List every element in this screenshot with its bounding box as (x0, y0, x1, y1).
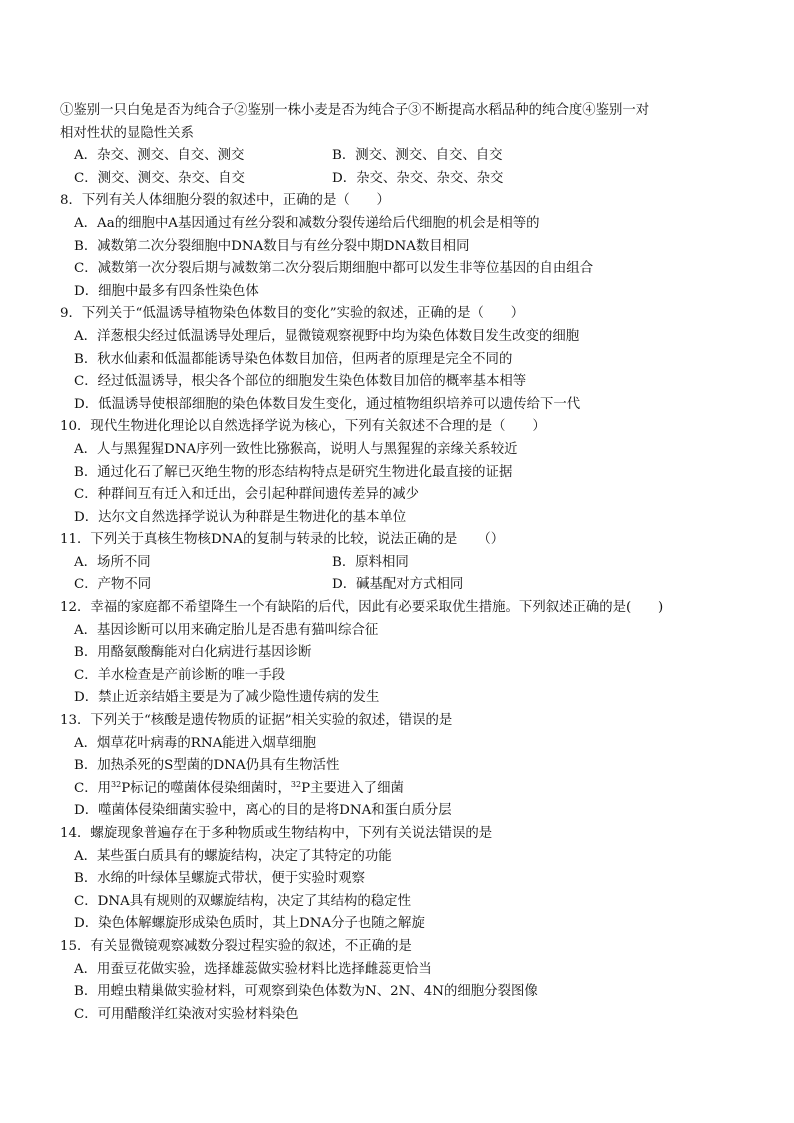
option-d: D．杂交、杂交、杂交、杂交 (332, 170, 504, 186)
option-d: D．碱基配对方式相同 (332, 577, 464, 593)
option-a: A．场所不同 (74, 554, 151, 570)
question-11 (60, 529, 724, 597)
option-b: B．测交、测交、自交、自交 (332, 148, 503, 164)
isotope-superscript: 32 (111, 779, 122, 789)
option-c: C．羊水检查是产前诊断的唯一手段 (74, 667, 286, 683)
question-stem: ①鉴别一只白兔是否为纯合子②鉴别一株小麦是否为纯合子③不断提高水稻品种的纯合度④鉴别一对 (60, 103, 650, 118)
question-stem: 12．幸福的家庭都不希望降生一个有缺陷的后代，因此有必要采取优生措施。下列叙述正确的是( ) (60, 600, 664, 616)
option-d: D．细胞中最多有四条性染色体 (74, 283, 259, 299)
option-c: C．减数第一次分裂后期与减数第二次分裂后期细胞中都可以发生非等位基因的自由组合 (74, 261, 594, 277)
option-d: D．染色体解螺旋形成染色质时，其上DNA分子也随之解旋 (74, 916, 425, 932)
option-b: B．用蝗虫精巢做实验材料，可观察到染色体数为N、2N、4N的细胞分裂图像 (74, 984, 538, 1000)
option-a: A．基因诊断可以用来确定胎儿是否患有猫叫综合征 (74, 622, 379, 638)
option-c: C．测交、测交、杂交、自交 (74, 170, 245, 186)
question-15 (60, 936, 724, 1026)
question-8 (60, 190, 724, 303)
option-b: B．用酪氨酸酶能对白化病进行基因诊断 (74, 645, 312, 661)
option-a: A．烟草花叶病毒的RNA能进入烟草细胞 (74, 735, 316, 751)
option-c: C．可用醋酸洋红染液对实验材料染色 (74, 1006, 299, 1022)
question-10 (60, 416, 724, 529)
isotope-superscript: 32 (290, 779, 302, 789)
option-c: C．DNA具有规则的双螺旋结构，决定了其结构的稳定性 (74, 893, 411, 909)
question-stem: 9．下列关于“低温诱导植物染色体数目的变化”实验的叙述，正确的是（ ） (60, 306, 525, 322)
question-stem: 15．有关显微镜观察减数分裂过程实验的叙述，不正确的是 (60, 938, 412, 954)
option-a: A．Aa的细胞中A基因通过有丝分裂和减数分裂传递给后代细胞的机会是相等的 (74, 215, 540, 231)
question-9 (60, 303, 724, 416)
option-d: D．噬菌体侵染细菌实验中，离心的目的是将DNA和蛋白质分层 (74, 803, 452, 819)
option-d: D．低温诱导使根部细胞的染色体数目发生变化，通过植物组织培养可以遗传给下一代 (74, 396, 581, 412)
question-14 (60, 823, 724, 936)
question-stem: 8．下列有关人体细胞分裂的叙述中，正确的是（ ） (60, 193, 390, 209)
option-b: B．通过化石了解已灭绝生物的形态结构特点是研究生物进化最直接的证据 (74, 464, 513, 480)
option-c-part: P主要进入了细菌 (301, 780, 404, 796)
option-d: D．禁止近亲结婚主要是为了减少隐性遗传病的发生 (74, 690, 380, 706)
question-12 (60, 597, 724, 710)
question-13 (60, 710, 724, 823)
option-b: B．加热杀死的S型菌的DNA仍具有生物活性 (74, 758, 340, 774)
option-b: B．秋水仙素和低温都能诱导染色体数目加倍，但两者的原理是完全不同的 (74, 351, 513, 367)
option-a: A．杂交、测交、自交、测交 (74, 148, 245, 164)
option-c (60, 778, 724, 801)
option-c-part: C．用 (74, 780, 112, 796)
option-c: C．种群间互有迁入和迁出，会引起种群间遗传差异的减少 (74, 487, 420, 503)
option-c: C．产物不同 (74, 577, 152, 593)
option-b: B．水绵的叶绿体呈螺旋式带状，便于实验时观察 (74, 871, 366, 887)
option-c: C．经过低温诱导，根尖各个部位的细胞发生染色体数目加倍的概率基本相等 (74, 374, 527, 390)
option-a: A．某些蛋白质具有的螺旋结构，决定了其特定的功能 (74, 848, 392, 864)
option-b: B．原料相同 (332, 554, 409, 570)
question-stem: 10．现代生物进化理论以自然选择学说为核心，下列有关叙述不合理的是（ ） (60, 419, 546, 435)
option-c-part: P标记的噬菌体侵染细菌时， (121, 780, 291, 796)
question-7 (60, 100, 724, 190)
question-stem: 13．下列关于“核酸是遗传物质的证据”相关实验的叙述，错误的是 (60, 713, 453, 729)
question-stem-continued: 相对性状的显隐性关系 (60, 125, 194, 141)
option-b: B．减数第二次分裂细胞中DNA数目与有丝分裂中期DNA数目相同 (74, 238, 470, 254)
question-stem: 14．螺旋现象普遍存在于多种物质或生物结构中，下列有关说法错误的是 (60, 826, 493, 841)
option-a: A．人与黑猩猩DNA序列一致性比猕猴高，说明人与黑猩猩的亲缘关系较近 (74, 441, 518, 457)
option-a: A．用蚕豆花做实验，选择雄蕊做实验材料比选择雌蕊更恰当 (74, 961, 432, 977)
option-d: D．达尔文自然选择学说认为种群是生物进化的基本单位 (74, 509, 407, 525)
question-stem: 11．下列关于真核生物核DNA的复制与转录的比较，说法正确的是 （） (60, 532, 505, 548)
option-a: A．洋葱根尖经过低温诱导处理后，显微镜观察视野中均为染色体数目发生改变的细胞 (74, 328, 580, 344)
